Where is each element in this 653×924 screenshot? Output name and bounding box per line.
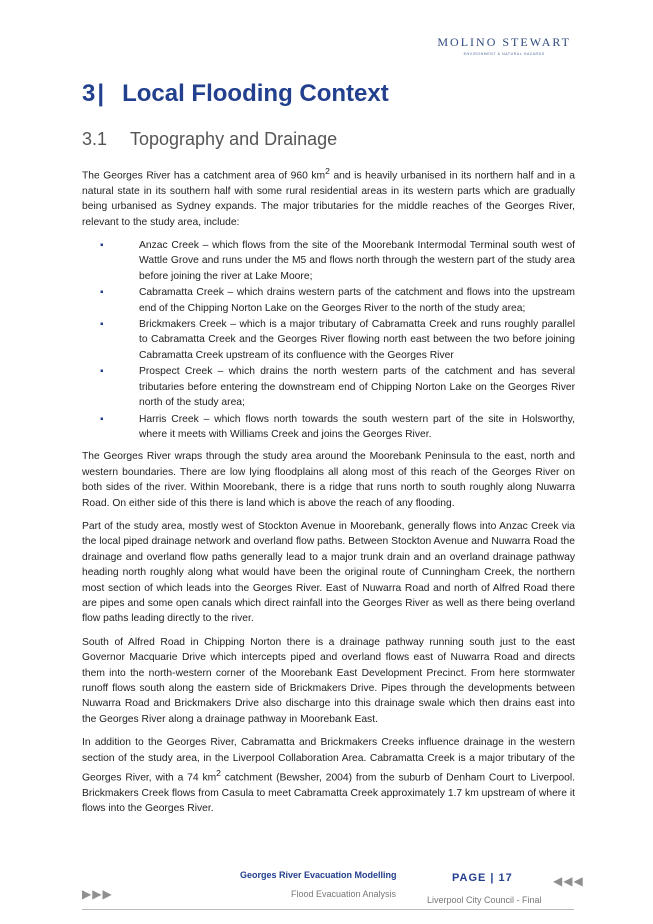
superscript: 2 (216, 768, 221, 779)
chapter-heading (82, 80, 389, 108)
tributary-list (82, 238, 575, 442)
chapter-separator: | (97, 80, 105, 107)
chapter-title: Local Flooding Context (122, 80, 389, 107)
bullet-icon: ▪ (100, 240, 104, 252)
chapter-number: 3 (82, 80, 96, 107)
footer-report-title: Georges River Evacuation Modelling (240, 870, 397, 880)
body-content (82, 164, 575, 825)
list-item: ▪ Cabramatta Creek – which drains western parts of the catchment and flows into the upstream end of the Chipping Norton Lake on the Georges River to the north of the study area; (100, 287, 575, 314)
list-item: ▪ Anzac Creek – which flows from the site of the Moorebank Intermodal Terminal south west of Wattle Grove and runs under the M5 and flows north through the western part of the study area before joining the river at Lake Moore; (100, 240, 575, 282)
paragraph: Part of the study area, mostly west of Stockton Avenue in Moorebank, generally flows into Anzac Creek via the local piped drainage network and overland flow paths. Between Stockton Avenue and Nuwarra Road the drainage and overland flow paths generally lead to a major trunk drain and an overland drainage pathway heading north roughly along what would have been the original route of Cunningham Creek, the northern most section of which leads into the Georges River. East of Nuwarra Road and north of Alfred Road there are pipes and some open canals which direct rainfall into the Georges River as well as there being overland flow paths leading directly to the river. (82, 520, 575, 625)
bullet-icon: ▪ (100, 413, 104, 425)
superscript: 2 (325, 166, 330, 176)
arrows-left-icon: ◀◀◀ (553, 874, 584, 888)
arrows-right-icon: ▶▶▶ (82, 887, 113, 901)
list-item: ▪ Harris Creek – which flows north towards the south western part of the site in Holsworthy, where it meets with Williams Creek and joins the Georges River. (100, 413, 575, 440)
bullet-icon: ▪ (100, 287, 104, 299)
bullet-icon: ▪ (100, 319, 104, 331)
footer-client: Liverpool City Council - Final (427, 895, 542, 905)
footer-divider (82, 909, 574, 910)
list-item: ▪ Brickmakers Creek – which is a major tributary of Cabramatta Creek and runs roughly parallel to Cabramatta Creek and the Georges River flowing north east between the two before joining Cabramatta Creek upstream of its confluence with the Georges River (100, 319, 575, 361)
paragraph: In addition to the Georges River, Cabramatta and Brickmakers Creeks influence drainage in the western section of the study area, in the Liverpool Collaboration Area. Cabramatta Creek is a major tributary of the Georges River, with a 74 $km^2$ catchment (Bewsher, 2004) from the suburb of Denham Court to Liverpool. Brickmakers Creek flows from Casula to meet Cabramatta Creek approximately 1.7 km upstream of where it flows into the Georges River. (82, 737, 575, 815)
intro-paragraph: The Georges River has a catchment area of 960 $km^2$ and is heavily urbanised in its northern half and in a natural state in its southern half with some rural residential areas in its western parts which are gradually being urbanised as Sydney expands. The major tributaries for the middle reaches of the Georges River, relevant to the study area, include: (82, 166, 575, 228)
bullet-icon: ▪ (100, 366, 104, 378)
page-number: PAGE | 17 (452, 872, 513, 884)
section-heading (82, 129, 337, 150)
logo-tagline: ENVIRONMENT & NATURAL HAZARDS (463, 52, 545, 56)
paragraph: The Georges River wraps through the study area around the Moorebank Peninsula to the east, north and western boundaries. There are low lying floodplains all along most of this reach of the Georges River on both sides of the river. Within Moorebank, there is a ridge that runs north to south roughly along Nuwarra Road. On either side of this there is land which is above the reach of any flooding. (82, 451, 575, 509)
list-item: ▪ Prospect Creek – which drains the north western parts of the catchment and has several tributaries before entering the downstream end of Chipping Norton Lake on the Georges River north of the study area; (100, 366, 575, 409)
footer-subtitle: Flood Evacuation Analysis (291, 889, 397, 899)
company-logo (437, 35, 571, 56)
logo-name: MOLINO STEWART (437, 35, 571, 49)
section-title: Topography and Drainage (130, 129, 338, 149)
section-number: 3.1 (82, 129, 108, 149)
paragraph: South of Alfred Road in Chipping Norton there is a drainage pathway running south just to the east Governor Macquarie Drive which intercepts piped and overland flows east of Nuwarra Road and directs them into the north-western corner of the Moorebank East Development Precinct. From here stormwater runoff flows south along the eastern side of Brickmakers Drive. Pipes through the developments between Nuwarra Road and Brickmakers Drive also discharge into this drainage swale which then drains east into the Georges River along a drainage pathway in Moorebank East. (82, 636, 575, 725)
